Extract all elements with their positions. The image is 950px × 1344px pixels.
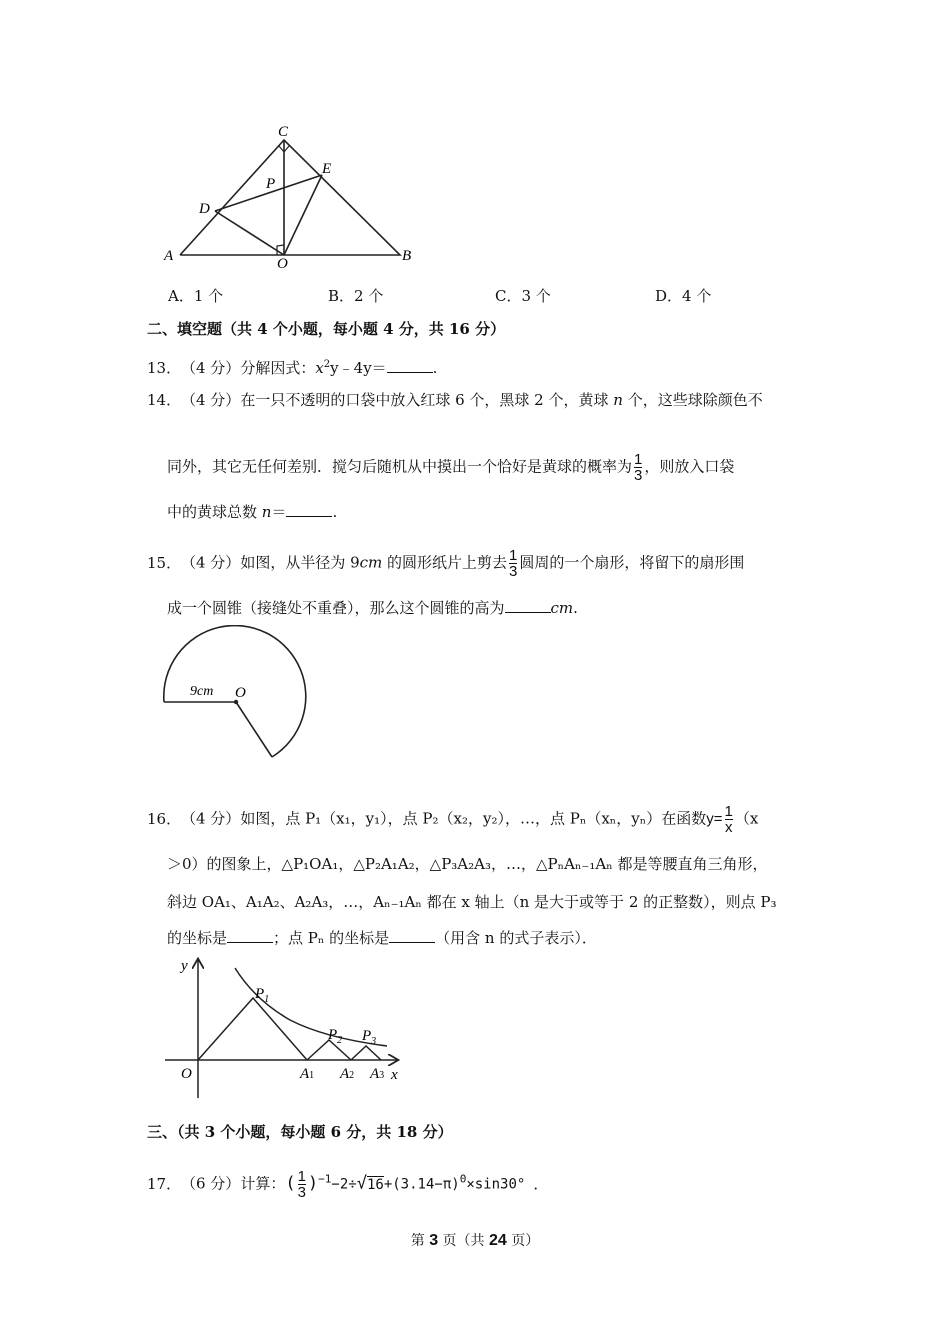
q14-line1b: 个，这些球除颜色不 (622, 391, 763, 409)
section-2-title: 二、填空题（共 4 个小题，每小题 4 分，共 16 分） (147, 320, 506, 338)
triangle-p2 (307, 1040, 351, 1060)
q17-part4: ×sin30° (466, 1176, 526, 1193)
q14-line2a: 同外，其它无任何差别．搅匀后随机从中摸出一个恰好是黄球的概率为 (167, 457, 633, 476)
question-15-line-2 (167, 598, 578, 618)
label-p1-letter: P (255, 986, 265, 1002)
question-13 (147, 355, 437, 378)
q17-frac-num: 1 (297, 1168, 306, 1185)
q13-expr-sup: 2 (323, 359, 331, 370)
q16-frac-num: 1 (724, 803, 733, 820)
question-14-line-3 (167, 502, 337, 522)
sector-figure (158, 625, 318, 765)
footer-pre: 第 (410, 1233, 430, 1249)
label-p3-letter: P (362, 1028, 372, 1044)
hyperbola-figure (165, 950, 415, 1100)
q16-line4b: ；点 Pₙ 的坐标是 (273, 929, 390, 947)
q15-num: 15． (147, 553, 182, 572)
sector-center-label: O (235, 685, 246, 701)
q13-expr-x: x (315, 359, 324, 377)
q16-num: 16． (147, 809, 182, 828)
question-16-line-3: 斜边 OA₁、A₁A₂、A₂A₃，…，Aₙ₋₁Aₙ 都在 x 轴上（n 是大于或等于 2 的正整数），则点 P₃ (167, 893, 777, 911)
q13-score: （4 分） (181, 359, 241, 377)
q15-frac-num: 1 (509, 547, 518, 564)
q15-line1a: 如图，从半径为 9 (240, 553, 360, 572)
origin-label: O (181, 1066, 192, 1082)
segment-do (215, 211, 284, 255)
triangle-figure (160, 118, 420, 273)
q17-paren-open: ( (285, 1173, 296, 1194)
q15-line1b: 的圆形纸片上剪去 (382, 553, 508, 572)
triangle-p1 (198, 998, 307, 1060)
label-d: D (199, 201, 210, 217)
q17-paren-close: ) (307, 1173, 319, 1194)
q14-answer-blank[interactable] (286, 502, 332, 517)
q17-mid: −2÷ (331, 1176, 357, 1193)
q16-answer-blank-1[interactable] (227, 928, 273, 943)
question-16-line-2: ＞0）的图象上，△P₁OA₁，△P₂A₁A₂，△P₃A₂A₃，…，△PₙAₙ₋₁Aₙ 都是等腰直角三角形， (167, 855, 768, 873)
option-b: B．2 个 (328, 287, 384, 305)
q15-line2cm: cm (550, 599, 574, 617)
q16-line4c: （用含 n 的式子表示）． (435, 929, 597, 947)
label-a3-sub: 3 (379, 1070, 385, 1081)
question-14-line-2 (167, 452, 734, 483)
q16-line4a: 的坐标是 (167, 929, 228, 947)
label-c: C (278, 124, 289, 140)
footer-post: 页） (506, 1233, 540, 1249)
q13-answer-blank[interactable] (387, 358, 433, 373)
q16-fraction (725, 804, 733, 835)
axis-x-label: x (391, 1067, 398, 1083)
label-p2-sub: 2 (337, 1035, 343, 1046)
q13-expr-rest: y﹣4y＝ (330, 359, 387, 377)
q15-frac-den: 3 (509, 563, 518, 580)
q17-end: ． (533, 1174, 549, 1193)
label-a3 (369, 1066, 384, 1082)
label-a1-letter: A (300, 1066, 310, 1082)
label-p2 (327, 1027, 342, 1046)
q14-line1n: n (613, 391, 623, 409)
section-3-title: 三、（共 3 个小题，每小题 6 分，共 18 分） (147, 1123, 453, 1141)
label-a2-letter: A (340, 1066, 350, 1082)
option-a: A．1 个 (168, 287, 224, 305)
triangle-abc (180, 140, 400, 255)
q13-text: 分解因式： (240, 359, 316, 377)
q14-frac-den: 3 (634, 467, 643, 484)
sector-radius-label: 9cm (190, 684, 214, 699)
footer-total: 24 (489, 1232, 507, 1249)
q16-func-y: y= (706, 810, 723, 828)
q15-score: （4 分） (181, 553, 241, 572)
label-p3-sub: 3 (371, 1036, 377, 1047)
sector-radius-diagonal (236, 702, 272, 757)
q15-answer-blank[interactable] (505, 598, 551, 613)
footer-page: 3 (429, 1232, 439, 1249)
q17-exp1: −1 (318, 1172, 332, 1186)
q14-num: 14． (147, 391, 182, 409)
q17-exp2: 0 (459, 1172, 467, 1186)
q17-fraction (298, 1169, 306, 1200)
q17-text: 计算： (240, 1174, 286, 1193)
q15-line1cm: cm (359, 553, 383, 572)
q15-line1c: 圆周的一个扇形，将留下的扇形围 (519, 553, 745, 572)
q14-fraction (634, 452, 642, 483)
label-a: A (164, 248, 174, 264)
label-a3-letter: A (370, 1066, 380, 1082)
question-17 (147, 1169, 548, 1200)
q17-score: （6 分） (181, 1174, 241, 1193)
label-p1-sub: 1 (264, 994, 270, 1005)
label-b: B (402, 248, 412, 264)
q17-sqrt-sign: √ (356, 1173, 367, 1194)
q14-line3a: 中的黄球总数 (167, 503, 262, 521)
q16-score: （4 分） (181, 809, 241, 828)
q14-frac-num: 1 (634, 451, 643, 468)
q15-line2a: 成一个圆锥（接缝处不重叠），那么这个圆锥的高为 (167, 599, 505, 617)
segment-eo (284, 175, 322, 255)
q14-line2b: ，则放入口袋 (644, 457, 735, 476)
q16-line1end: （x (734, 809, 759, 828)
q13-end: . (432, 359, 438, 377)
q16-answer-blank-2[interactable] (389, 928, 435, 943)
q16-line1: 如图，点 P₁（x₁，y₁），点 P₂（x₂，y₂），…，点 Pₙ（xₙ，yₙ）在函数 (240, 809, 707, 828)
q17-part3: +(3.14−π) (383, 1176, 460, 1193)
question-16-line-1 (147, 804, 758, 835)
q17-num: 17． (147, 1174, 182, 1193)
q15-line2end: . (573, 599, 578, 617)
q14-line3b: ＝ (271, 503, 287, 521)
question-14-line-1 (147, 390, 763, 410)
label-p: P (266, 176, 276, 192)
label-a2-sub: 2 (349, 1070, 355, 1081)
triangle-p3 (351, 1046, 381, 1060)
page-footer (0, 1230, 950, 1250)
question-15-line-1 (147, 548, 744, 579)
question-16-line-4 (167, 928, 597, 948)
q17-radicand: 16 (366, 1176, 384, 1193)
label-p2-letter: P (328, 1027, 338, 1043)
label-p3 (361, 1028, 376, 1047)
q14-line1a: 在一只不透明的口袋中放入红球 6 个，黑球 2 个，黄球 (240, 391, 614, 409)
q14-score: （4 分） (181, 391, 241, 409)
option-d: D．4 个 (655, 287, 712, 305)
q16-frac-den: x (724, 819, 733, 836)
q15-fraction (509, 548, 517, 579)
axis-y-label: y (181, 958, 188, 974)
label-a1-sub: 1 (309, 1070, 315, 1081)
q17-frac-den: 3 (297, 1184, 306, 1201)
q14-line3n: n (261, 503, 272, 521)
q14-line3end: . (332, 503, 338, 521)
option-c: C．3 个 (495, 287, 551, 305)
footer-mid: 页（共 (438, 1233, 489, 1249)
label-a1 (299, 1066, 314, 1082)
label-a2 (339, 1066, 354, 1082)
label-e: E (322, 161, 332, 177)
q13-num: 13． (147, 359, 182, 377)
label-o: O (277, 256, 288, 272)
